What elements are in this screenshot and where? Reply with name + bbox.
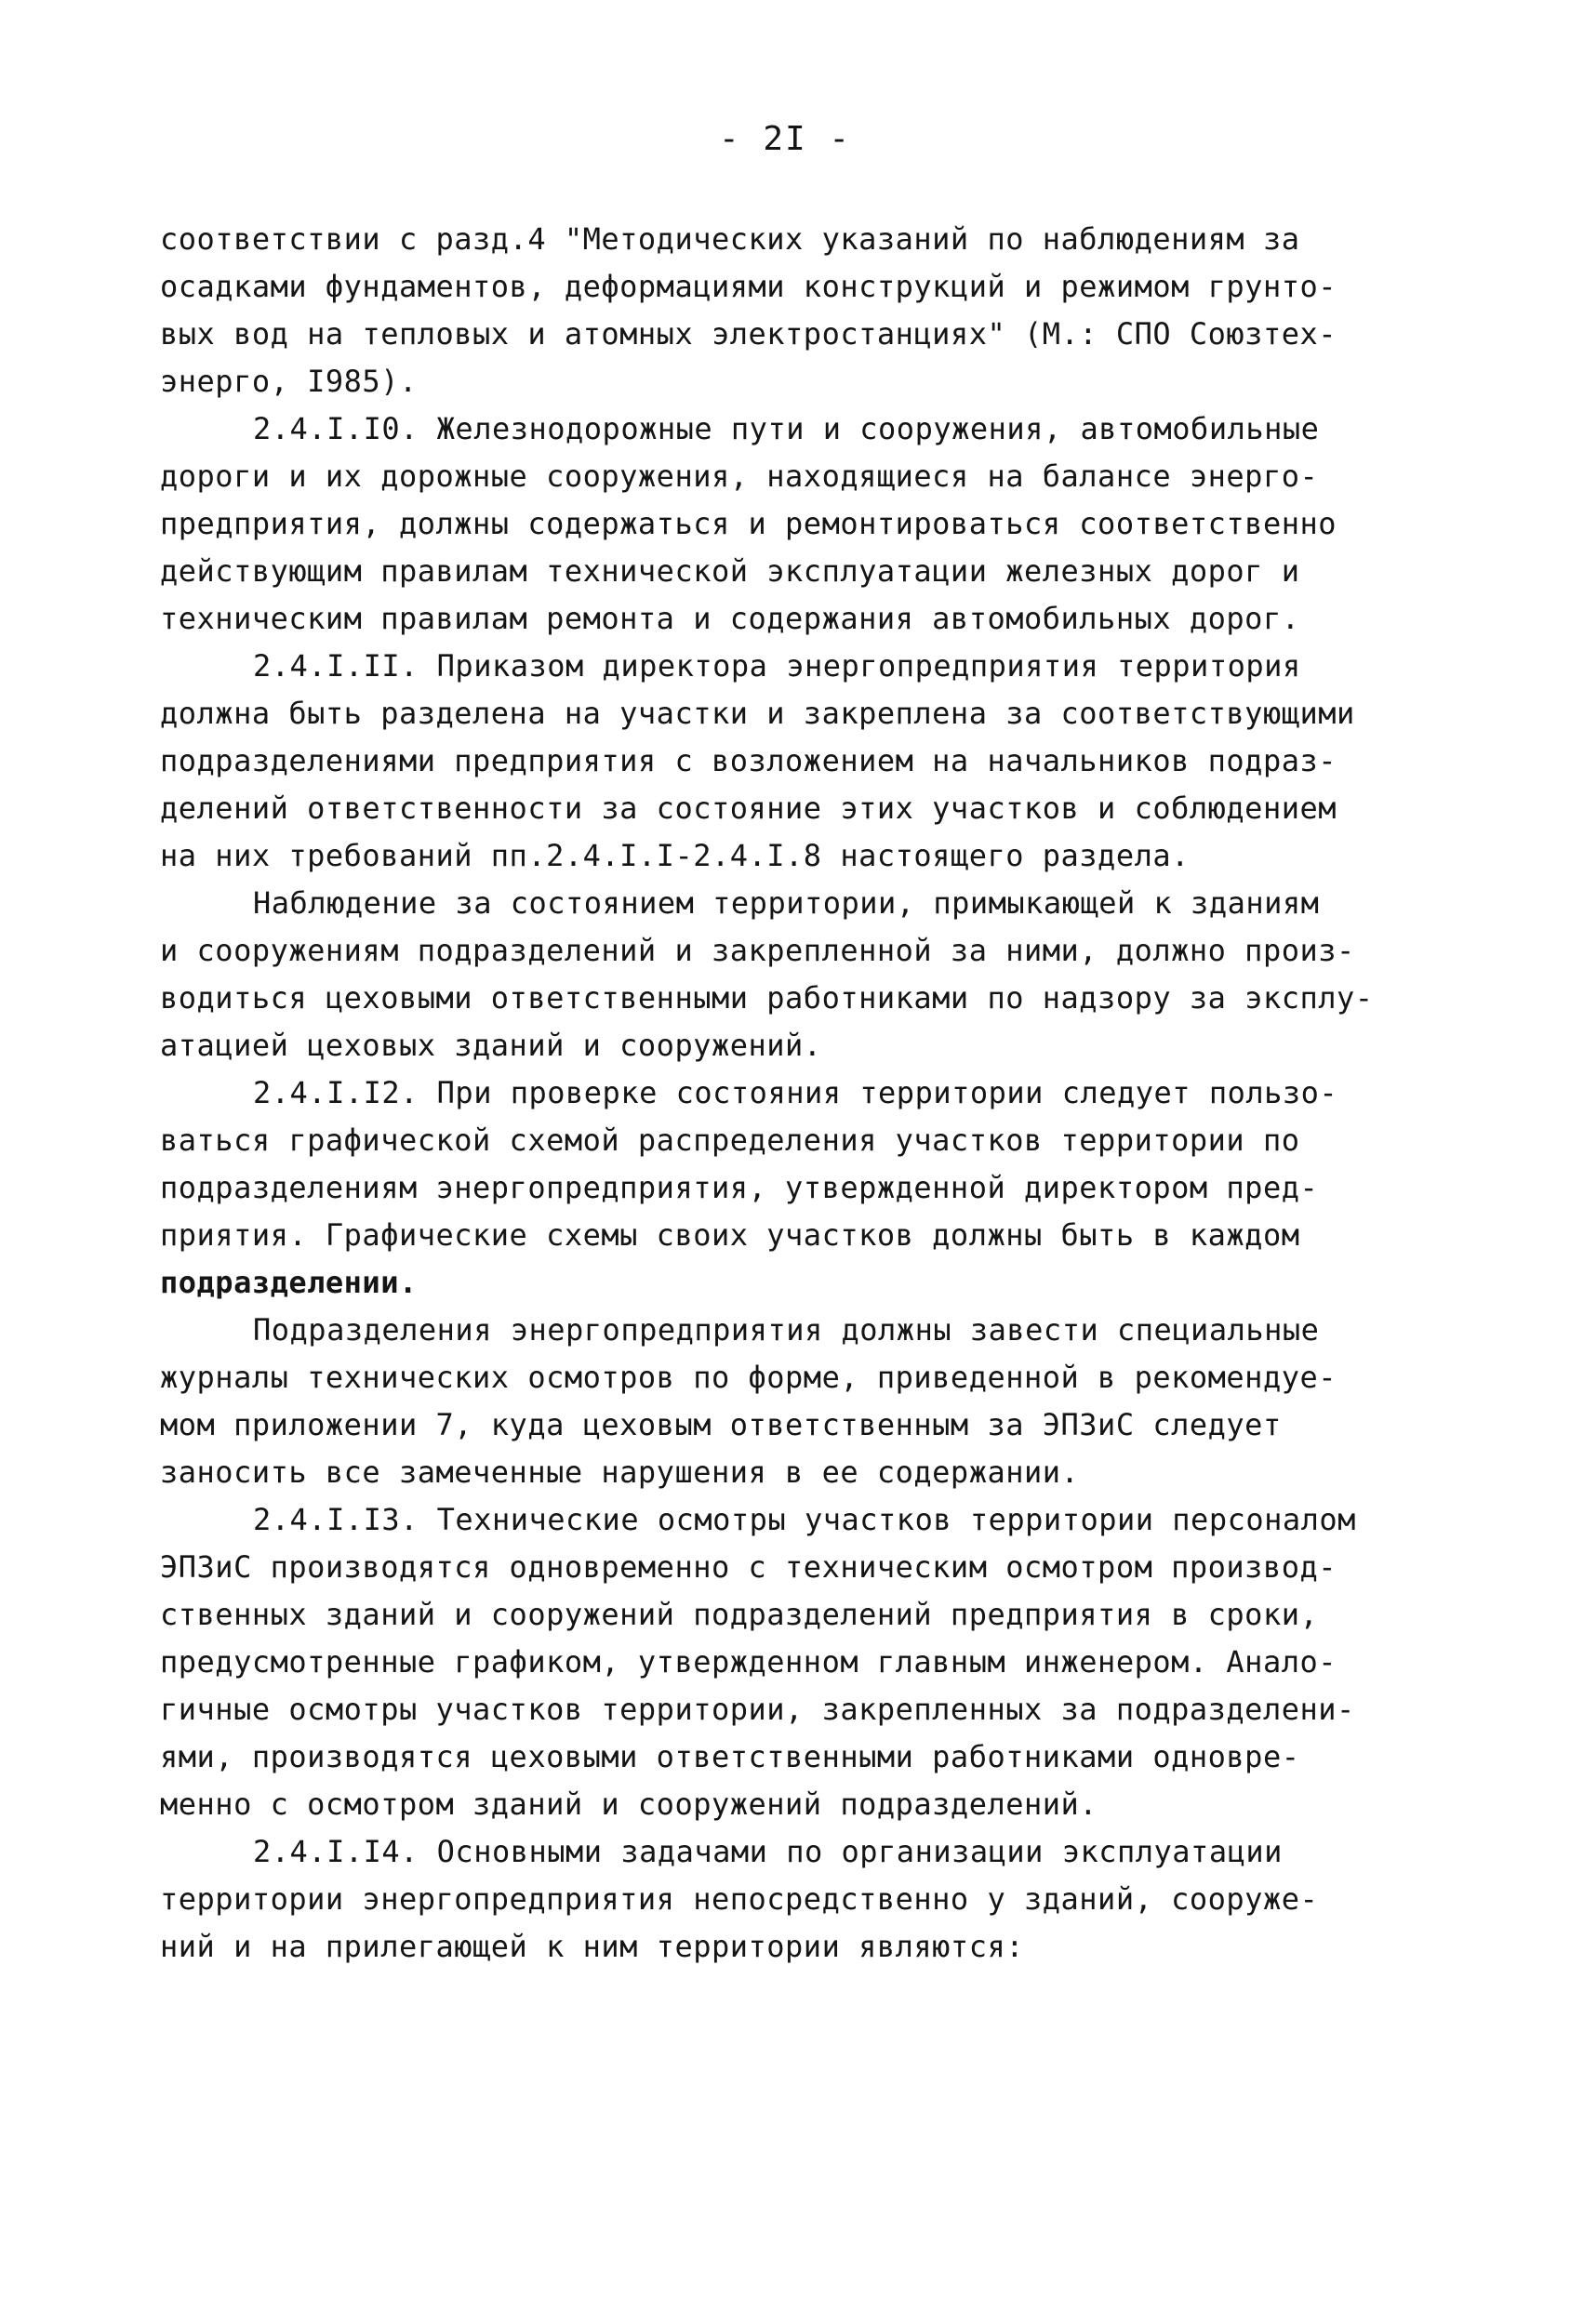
text-line: 2.4.I.I0. Железнодорожные пути и сооружения, автомобильные [253, 411, 1320, 446]
text-line: Подразделения энергопредприятия должны завести специальные [253, 1312, 1320, 1348]
text-line: заносить все замеченные нарушения в ее содержании. [160, 1454, 1080, 1490]
text-line: 2.4.I.II. Приказом директора энергопредприятия территория [253, 648, 1301, 684]
text-line: энерго, I985). [160, 364, 418, 399]
text-line: дороги и их дорожные сооружения, находящиеся на балансе энерго- [160, 458, 1319, 494]
text-line: ственных зданий и сооружений подразделений предприятия в сроки, [160, 1597, 1319, 1632]
text-line: 2.4.I.I2. При проверке состояния территории следует пользо- [253, 1075, 1338, 1110]
text-line: 2.4.I.I3. Технические осмотры участков территории персоналом [253, 1502, 1356, 1537]
text-line: приятия. Графические схемы своих участков должны быть в каждом [160, 1217, 1300, 1253]
text-line: ями, производятся цеховыми ответственными работниками одновре- [160, 1739, 1300, 1774]
text-line: 2.4.I.I4. Основными задачами по организации эксплуатации [253, 1834, 1283, 1869]
text-line: Наблюдение за состоянием территории, примыкающей к зданиям [253, 885, 1320, 921]
text-line: менно с осмотром зданий и сооружений подразделений. [160, 1786, 1098, 1822]
text-line: гичные осмотры участков территории, закрепленных за подразделени- [160, 1692, 1355, 1727]
text-line: делений ответственности за состояние этих участков и соблюдением [160, 790, 1337, 826]
text-line: вых вод на тепловых и атомных электростанциях" (М.: СПО Союзтех- [160, 316, 1337, 352]
text-line: и сооружениям подразделений и закрепленной за ними, должно произ- [160, 933, 1355, 968]
text-line: мом приложении 7, куда цеховым ответственным за ЭПЗиС следует [160, 1407, 1282, 1442]
text-line: на них требований пп.2.4.I.I-2.4.I.8 настоящего раздела. [160, 838, 1190, 873]
text-line: подразделениями предприятия с возложением на начальников подраз- [160, 743, 1337, 778]
text-line: предусмотренные графиком, утвержденном главным инженером. Анало- [160, 1644, 1337, 1680]
text-line: осадками фундаментов, деформациями конструкций и режимом грунто- [160, 269, 1337, 304]
text-line: водиться цеховыми ответственными работниками по надзору за эксплу- [160, 980, 1374, 1016]
text-line: предприятия, должны содержаться и ремонтироваться соответственно [160, 506, 1337, 541]
text-line: атацией цеховых зданий и сооружений. [160, 1028, 822, 1063]
body-text [160, 216, 1388, 1971]
text-line: ЭПЗиС производятся одновременно с техническим осмотром производ- [160, 1549, 1337, 1585]
text-line: ваться графической схемой распределения участков территории по [160, 1122, 1300, 1158]
text-line: техническим правилам ремонта и содержания автомобильных дорог. [160, 601, 1300, 636]
text-line: должна быть разделена на участки и закреплена за соответствующими [160, 696, 1355, 731]
text-line: ний и на прилегающей к ним территории являются: [160, 1929, 1024, 1964]
text-line: действующим правилам технической эксплуатации железных дорог и [160, 553, 1300, 589]
text-line: журналы технических осмотров по форме, приведенной в рекомендуе- [160, 1360, 1337, 1395]
text-line: подразделении. [160, 1265, 418, 1300]
text-line: подразделениям энергопредприятия, утвержденной директором пред- [160, 1170, 1319, 1205]
text-line: территории энергопредприятия непосредственно у зданий, сооруже- [160, 1881, 1319, 1917]
text-line: соответствии с разд.4 "Методических указаний по наблюдениям за [160, 221, 1300, 257]
page-number: - 2I - [718, 120, 852, 158]
